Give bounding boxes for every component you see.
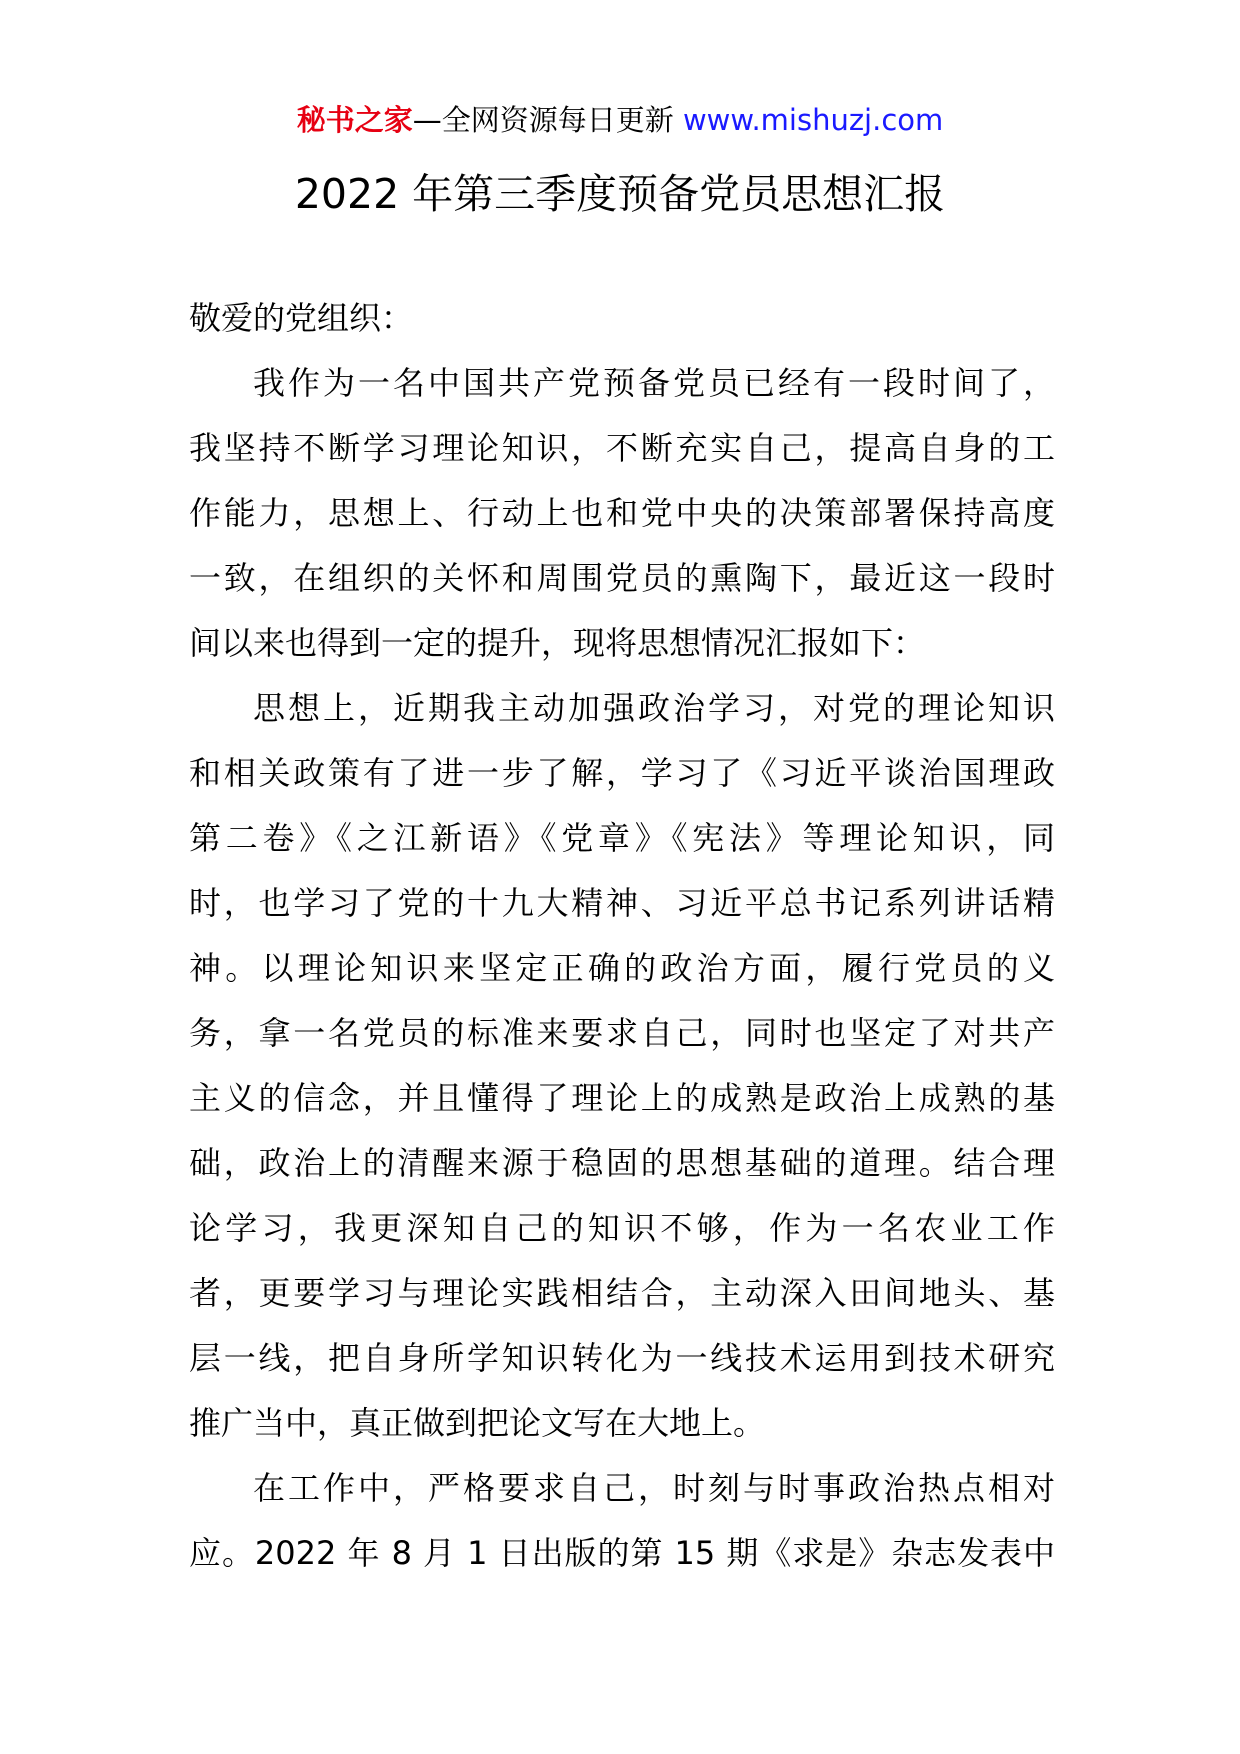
paragraph-2-line: 思想上，近期我主动加强政治学习，对党的理论知识 xyxy=(253,689,1055,727)
document-body xyxy=(189,286,1055,1586)
site-url-link[interactable]: www.mishuzj.com xyxy=(682,103,944,137)
paragraph-2-line: 者，更要学习与理论实践相结合，主动深入田间地头、基 xyxy=(189,1274,1055,1312)
paragraph-2-line: 务，拿一名党员的标准来要求自己，同时也坚定了对共产 xyxy=(189,1014,1055,1052)
brand-name: 秘书之家 xyxy=(296,103,413,137)
paragraph-1-line: 我坚持不断学习理论知识，不断充实自己，提高自身的工 xyxy=(189,429,1055,467)
paragraph-2-line: 神。以理论知识来坚定正确的政治方面，履行党员的义 xyxy=(189,949,1055,987)
header-slogan: —全网资源每日更新 xyxy=(412,103,683,137)
paragraph-2-line: 第二卷》《之江新语》《党章》《宪法》等理论知识，同 xyxy=(189,819,1055,857)
paragraph-2-line: 础，政治上的清醒来源于稳固的思想基础的道理。结合理 xyxy=(189,1144,1055,1182)
paragraph-3-line: 应。2022 年 8 月 1 日出版的第 15 期《求是》杂志发表中 xyxy=(189,1534,1055,1572)
paragraph-1-line: 作能力，思想上、行动上也和党中央的决策部署保持高度 xyxy=(189,494,1055,532)
paragraph-2-line: 推广当中，真正做到把论文写在大地上。 xyxy=(189,1404,766,1442)
salutation: 敬爱的党组织： xyxy=(189,299,414,337)
paragraph-2-line: 层一线，把自身所学知识转化为一线技术运用到技术研究 xyxy=(189,1339,1055,1377)
paragraph-2-line: 主义的信念，并且懂得了理论上的成熟是政治上成熟的基 xyxy=(189,1079,1055,1117)
paragraph-2-line: 时，也学习了党的十九大精神、习近平总书记系列讲话精 xyxy=(189,884,1055,922)
paragraph-1-line: 一致，在组织的关怀和周围党员的熏陶下，最近这一段时 xyxy=(189,559,1055,597)
paragraph-1-line: 我作为一名中国共产党预备党员已经有一段时间了， xyxy=(253,364,1055,402)
paragraph-2-line: 和相关政策有了进一步了解，学习了《习近平谈治国理政 xyxy=(189,754,1055,792)
paragraph-1-line: 间以来也得到一定的提升，现将思想情况汇报如下： xyxy=(189,624,926,662)
paragraph-3-line: 在工作中，严格要求自己，时刻与时事政治热点相对 xyxy=(253,1469,1055,1507)
site-header xyxy=(0,100,1240,140)
document-title: 2022 年第三季度预备党员思想汇报 xyxy=(294,170,946,218)
paragraph-2-line: 论学习，我更深知自己的知识不够，作为一名农业工作 xyxy=(189,1209,1055,1247)
